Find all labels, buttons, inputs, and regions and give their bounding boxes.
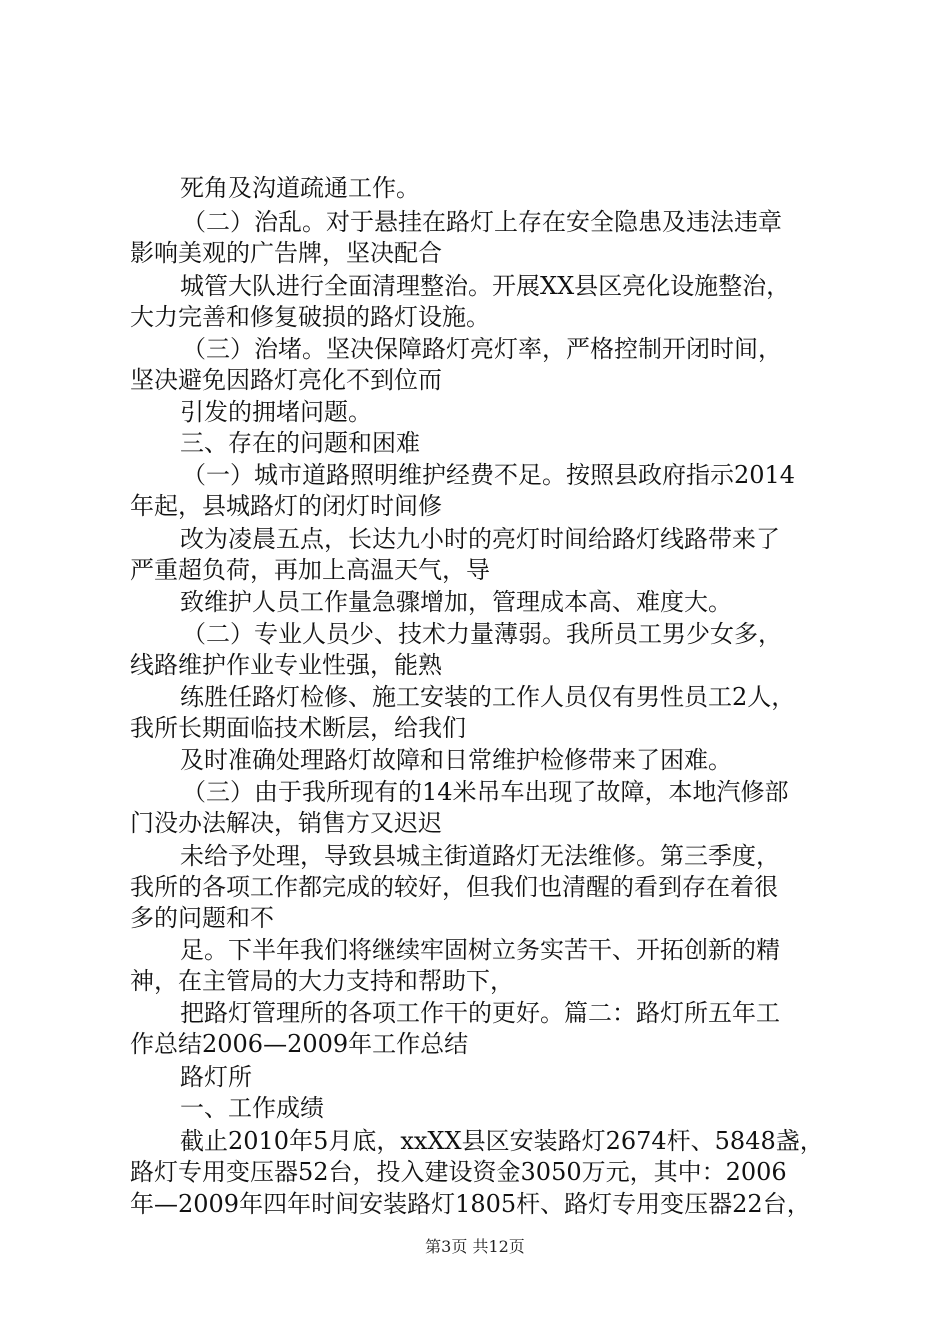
- text-line: 未给予处理，导致县城主街道路灯无法维修。第三季度，: [180, 842, 780, 870]
- text-line: （二）专业人员少、技术力量薄弱。我所员工男少女多，: [182, 620, 782, 648]
- text-line: 路灯专用变压器52台，投入建设资金3050万元，其中：2006: [130, 1158, 787, 1186]
- text-line: 年起，县城路灯的闭灯时间修: [130, 492, 442, 520]
- text-line: （三）由于我所现有的14米吊车出现了故障，本地汽修部: [182, 778, 789, 806]
- text-line: 我所长期面临技术断层，给我们: [130, 714, 466, 742]
- text-line: 神，在主管局的大力支持和帮助下，: [130, 967, 514, 995]
- section-heading: 一、工作成绩: [180, 1094, 324, 1122]
- text-line: 坚决避免因路灯亮化不到位而: [130, 366, 442, 394]
- text-line: 把路灯管理所的各项工作干的更好。篇二：路灯所五年工: [180, 999, 780, 1027]
- text-line: 改为凌晨五点，长达九小时的亮灯时间给路灯线路带来了: [180, 525, 780, 553]
- text-line: 作总结2006—2009年工作总结: [130, 1030, 469, 1058]
- text-line: 大力完善和修复破损的路灯设施。: [130, 303, 490, 331]
- text-line: （一）城市道路照明维护经费不足。按照县政府指示2014: [182, 461, 796, 489]
- section-heading: 三、存在的问题和困难: [180, 429, 420, 457]
- text-line: 引发的拥堵问题。: [180, 398, 372, 426]
- text-line: 年—2009年四年时间安装路灯1805杆、路灯专用变压器22台，: [130, 1190, 811, 1218]
- page-number-footer: 第3页 共12页: [425, 1237, 525, 1256]
- text-line: 影响美观的广告牌，坚决配合: [130, 239, 442, 267]
- text-line: 路灯所: [180, 1063, 252, 1091]
- text-line: 足。下半年我们将继续牢固树立务实苦干、开拓创新的精: [180, 936, 780, 964]
- text-line: 门没办法解决，销售方又迟迟: [130, 809, 442, 837]
- text-line: 严重超负荷，再加上高温天气，导: [130, 556, 490, 584]
- text-line: 多的问题和不: [130, 904, 274, 932]
- text-line: 致维护人员工作量急骤增加，管理成本高、难度大。: [180, 588, 732, 616]
- text-line: （三）治堵。坚决保障路灯亮灯率，严格控制开闭时间，: [182, 335, 782, 363]
- text-line: 城管大队进行全面清理整治。开展XX县区亮化设施整治，: [180, 272, 791, 300]
- text-line: 练胜任路灯检修、施工安装的工作人员仅有男性员工2人，: [180, 683, 796, 711]
- text-line: 死角及沟道疏通工作。: [180, 174, 420, 202]
- text-line: （二）治乱。对于悬挂在路灯上存在安全隐患及违法违章: [182, 208, 782, 236]
- text-line: 线路维护作业专业性强，能熟: [130, 651, 442, 679]
- text-line: 我所的各项工作都完成的较好，但我们也清醒的看到存在着很: [130, 873, 778, 901]
- text-line: 及时准确处理路灯故障和日常维护检修带来了困难。: [180, 746, 732, 774]
- text-line: 截止2010年5月底，xxXX县区安装路灯2674杆、5848盏，: [180, 1127, 824, 1155]
